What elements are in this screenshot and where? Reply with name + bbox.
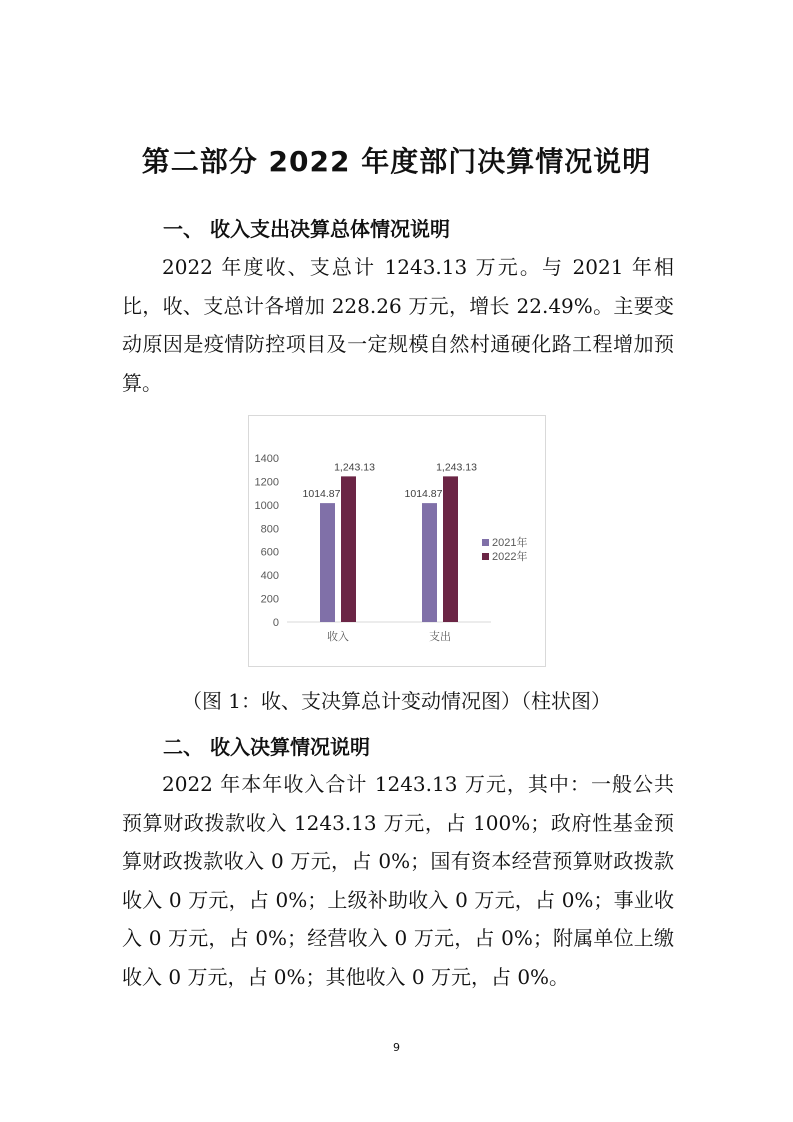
bar-支出-2021年 [422,503,437,622]
x-tick-label-1: 支出 [429,631,451,643]
y-tick-label-3: 600 [260,546,279,559]
section-1-paragraph: 2022 年度收、支总计 1243.13 万元。与 2021 年相比，收、支总计各增加 228.26 万元，增长 22.49%。主要变动原因是疫情防控项目及一定规模自然村通硬化路工程增加预算。 [122,255,674,395]
section-heading-1: 一、 收入支出决算总体情况说明 [163,217,450,241]
y-tick-label-4: 800 [260,523,279,536]
x-tick-label-0: 收入 [327,631,349,643]
y-tick-label-5: 1000 [254,499,279,512]
page-title: 第二部分 2022 年度部门决算情况说明 [141,145,652,178]
y-tick-label-1: 200 [260,593,279,606]
legend-label-2022年: 2022年 [492,551,528,563]
section-heading-2: 二、 收入决算情况说明 [163,735,370,759]
bar-支出-2022年 [443,476,458,622]
data-label-收入-2022年: 1,243.13 [334,461,375,474]
data-label-支出-2022年: 1,243.13 [436,461,477,474]
figure-caption: （图 1：收、支决算总计变动情况图）（柱状图） [181,689,612,713]
y-tick-label-2: 400 [260,570,279,583]
bar-chart [248,415,546,667]
y-tick-label-7: 1400 [254,453,279,465]
bar-收入-2022年 [341,476,356,622]
bar-收入-2021年 [320,503,335,622]
legend-label-2021年: 2021年 [492,537,528,549]
section-2-paragraph: 2022 年本年收入合计 1243.13 万元，其中：一般公共预算财政拨款收入 1243.13 万元，占 100%；政府性基金预算财政拨款收入 0 万元，占 0%；国有资本经营预算财政拨款收入 0 万元，占 0%；上级补助收入 0 万元，占 0%；事业收入 0 万元，占 0%；经营收入 0 万元，占 0%；附属单位上缴收入 0 万元，占 0%；其他收入 0 万元，占 0%。 [122,772,674,989]
data-label-收入-2021年: 1014.87 [302,488,341,501]
chart-svg [249,416,545,666]
legend-swatch-2022年 [482,553,489,560]
page-number: 9 [393,1041,400,1054]
data-label-支出-2021年: 1014.87 [404,488,443,501]
legend-swatch-2021年 [482,539,489,546]
y-tick-label-0: 0 [272,617,279,629]
y-tick-label-6: 1200 [254,476,279,489]
